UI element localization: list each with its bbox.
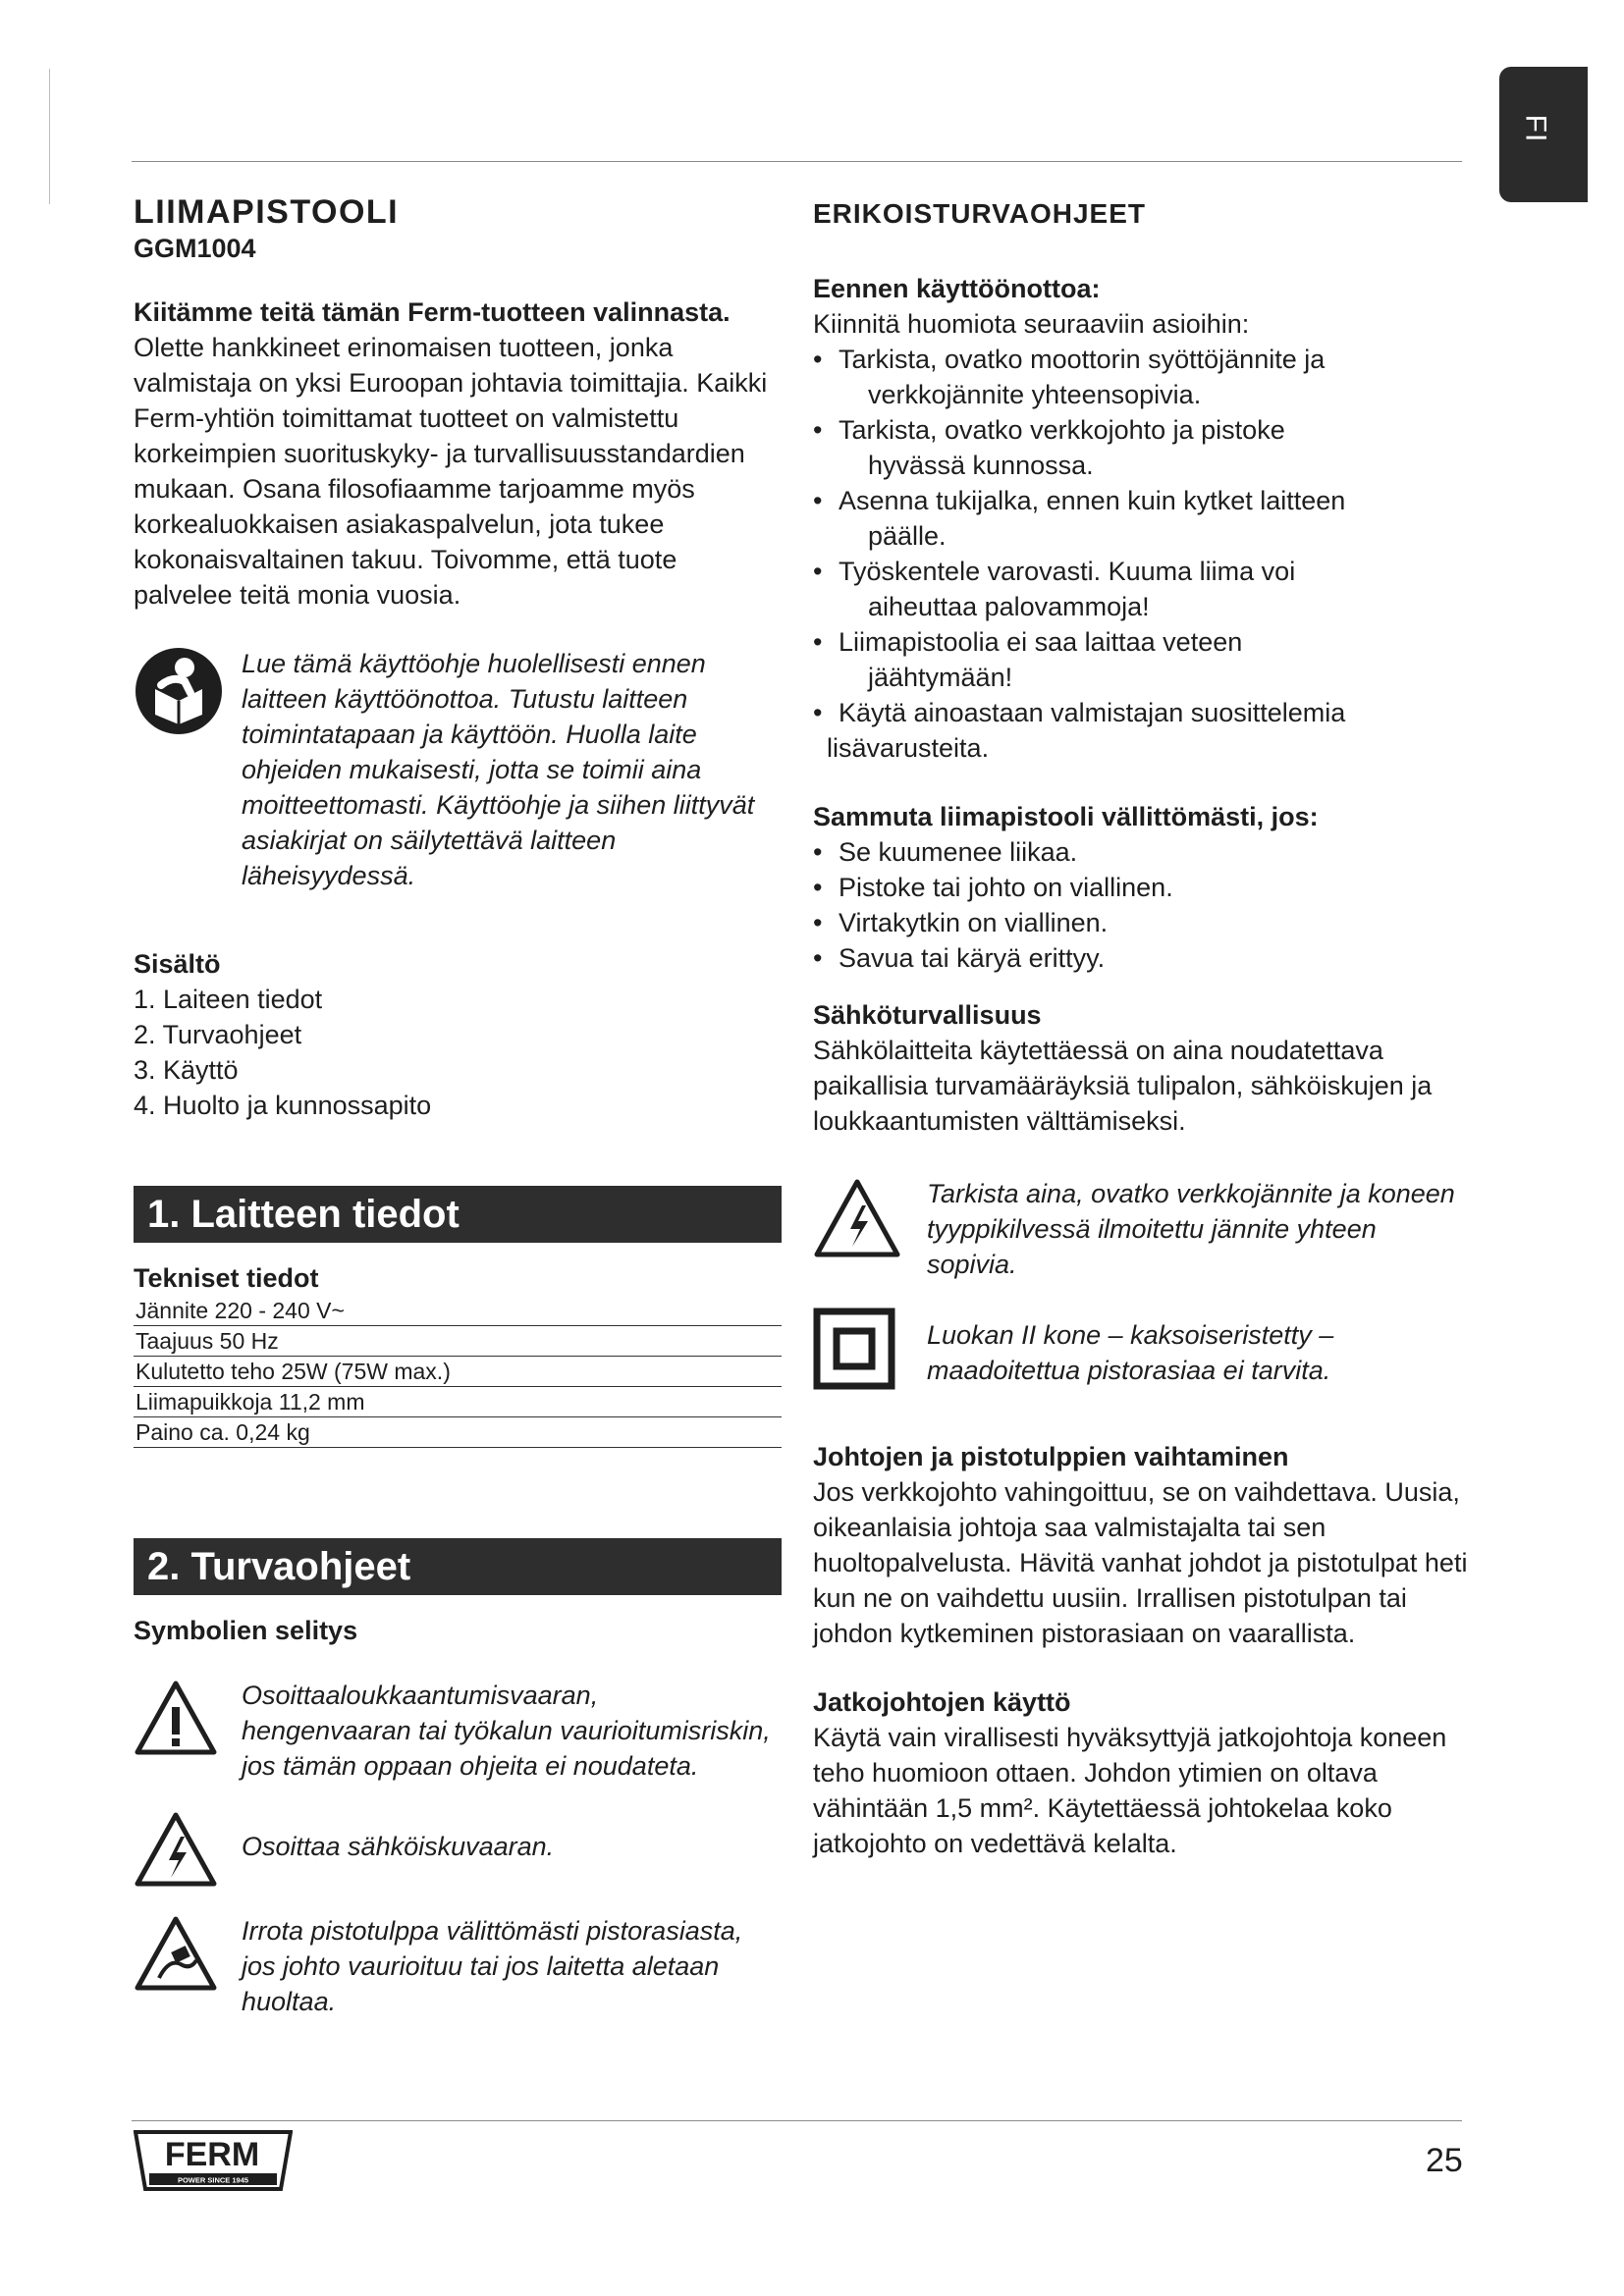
- before-use-last-cont: lisävarusteita.: [827, 733, 990, 763]
- model-number: GGM1004: [134, 234, 256, 263]
- manual-note-text: Lue tämä käyttöohje huolellisesti ennen laitteen käyttöönottoa. Tutustu laitteen toimintatapaan ja käyttöön. Huolla laite ohjeiden mukaisesti, jotta se toimii aina moitteettomasti. Käyttöohje ja siihen liittyvät asiakirjat on säilytettävä laitteen läheisyydessä.: [242, 649, 755, 890]
- list-item: • Tarkista, ovatko moottorin syöttöjännite ja verkkojännite yhteensopivia.: [813, 342, 1490, 412]
- double-insulation-icon: [813, 1308, 927, 1390]
- electric-shock-icon: [134, 1809, 242, 1888]
- ferm-logo: [134, 2130, 293, 2189]
- warning-triangle-icon: [134, 1678, 242, 1756]
- left-column: [134, 192, 782, 2045]
- list-item: • Savua tai käryä erittyy.: [813, 940, 1490, 976]
- extension-cord-text: Käytä vain virallisesti hyväksyttyjä jatkojohtoja koneen teho huomioon ottaen. Johdon ytimien on oltava vähintään 1,5 mm². Käytettäessä johtokelaa koko jatkojohto on vedettävä kelalta.: [813, 1723, 1447, 1858]
- cable-replacement-text: Jos verkkojohto vahingoittuu, se on vaihdettava. Uusia, oikeanlaisia johtoja saa valmistajalta tai sen huoltopalvelusta. Hävitä vanhat johdot ja pistotulpat heti kun ne on vaihdettu uusiin. Irrallisen pistotulpan tai johdon kytkeminen pistorasiaan on vaarallista.: [813, 1477, 1468, 1648]
- table-row: [134, 1357, 782, 1387]
- spec-power: Kulutetto teho 25W (75W max.): [134, 1357, 782, 1387]
- list-item: • Käytä ainoastaan valmistajan suosittelemia: [813, 695, 1490, 730]
- language-tab: [1499, 67, 1588, 202]
- voltage-note: [813, 1176, 1490, 1282]
- manual-note: [134, 646, 782, 893]
- footer-rule: [132, 2120, 1462, 2121]
- list-item: • Työskentele varovasti. Kuuma liima voi aiheuttaa palovammoja!: [813, 554, 1490, 624]
- margin-line: [49, 69, 50, 204]
- contents-item: 1. Laiteen tiedot: [134, 985, 323, 1014]
- symbol-warning-text: Osoittaaloukkaantumisvaaran, hengenvaaran tai työkalun vaurioitumisriskin, jos tämän oppaan ohjeita ei noudateta.: [242, 1681, 771, 1781]
- electric-shock-icon: [813, 1176, 927, 1258]
- contents-item: 2. Turvaohjeet: [134, 1020, 302, 1049]
- symbol-unplug: [134, 1913, 782, 2019]
- logo-brand: FERM: [164, 2136, 260, 2173]
- symbol-unplug-text: Irrota pistotulppa välittömästi pistorasiasta, jos johto vaurioituu tai jos laitetta aletaan huoltaa.: [242, 1916, 743, 2016]
- language-code: FI: [1519, 114, 1552, 143]
- contents-item: 4. Huolto ja kunnossapito: [134, 1091, 432, 1120]
- class2-note: [813, 1308, 1490, 1390]
- spec-voltage: Jännite 220 - 240 V~: [134, 1296, 782, 1326]
- symbol-electric: [134, 1809, 782, 1888]
- list-item: • Pistoke tai johto on viallinen.: [813, 870, 1490, 905]
- table-row: [134, 1417, 782, 1448]
- shutdown-list: [813, 834, 1490, 976]
- extension-cord-heading: Jatkojohtojen käyttö: [813, 1687, 1071, 1717]
- unplug-icon: [134, 1913, 242, 1992]
- before-use-intro: Kiinnitä huomiota seuraaviin asioihin:: [813, 309, 1250, 339]
- symbol-electric-text: Osoittaa sähköiskuvaaran.: [242, 1832, 555, 1861]
- spec-glue-sticks: Liimapuikkoja 11,2 mm: [134, 1387, 782, 1417]
- symbol-warning: [134, 1678, 782, 1784]
- section-1-heading: 1. Laitteen tiedot: [134, 1186, 782, 1243]
- spec-weight: Paino ca. 0,24 kg: [134, 1417, 782, 1448]
- electrical-safety-text: Sähkölaitteita käytettäessä on aina noudatettava paikallisia turvamääräyksiä tulipalon, sähköiskujen ja loukkaantumisten välttämiseksi.: [813, 1036, 1433, 1136]
- contents-item: 3. Käyttö: [134, 1055, 239, 1085]
- table-row: [134, 1387, 782, 1417]
- logo-tagline: POWER SINCE 1945: [177, 2175, 249, 2185]
- list-item: • Virtakytkin on viallinen.: [813, 905, 1490, 940]
- contents-list: [134, 982, 782, 1123]
- spec-frequency: Taajuus 50 Hz: [134, 1326, 782, 1357]
- voltage-note-text: Tarkista aina, ovatko verkkojännite ja koneen tyyppikilvessä ilmoitettu jännite yhteen sopivia.: [927, 1179, 1455, 1279]
- page-number: 25: [1426, 2142, 1463, 2179]
- class2-note-text: Luokan II kone – kaksoiseristetty – maadoitettua pistorasiaa ei tarvita.: [927, 1320, 1334, 1385]
- electrical-safety-heading: Sähköturvallisuus: [813, 1000, 1042, 1030]
- list-item: • Tarkista, ovatko verkkojohto ja pistoke hyvässä kunnossa.: [813, 412, 1490, 483]
- cable-replacement-heading: Johtojen ja pistotulppien vaihtaminen: [813, 1442, 1289, 1471]
- special-safety-heading: ERIKOISTURVAOHJEET: [813, 198, 1147, 229]
- before-use-list: [813, 342, 1490, 730]
- list-item: • Se kuumenee liikaa.: [813, 834, 1490, 870]
- section-2-heading: 2. Turvaohjeet: [134, 1538, 782, 1595]
- right-column: [813, 192, 1490, 1861]
- spec-table: [134, 1296, 782, 1448]
- before-use-heading: Eennen käyttöönottoa:: [813, 274, 1101, 303]
- product-title: LIIMAPISTOOLI: [134, 193, 400, 231]
- read-manual-icon: [134, 646, 242, 736]
- intro-text: Olette hankkineet erinomaisen tuotteen, jonka valmistaja on yksi Euroopan johtavia toimittajia. Kaikki Ferm-yhtiön toimittamat tuotteet on valmistettu korkeimpien suorituskyky- ja turvallisuusstandardien mukaan. Osana filosofiaamme tarjoamme myös korkealuokkaisen asiakaspalvelun, jota tukee kokonaisvaltainen takuu. Toivomme, että tuote palvelee teitä monia vuosia.: [134, 333, 768, 610]
- spec-heading: Tekniset tiedot: [134, 1263, 319, 1293]
- table-row: [134, 1326, 782, 1357]
- list-item: • Asenna tukijalka, ennen kuin kytket laitteen päälle.: [813, 483, 1490, 554]
- intro-bold: Kiitämme teitä tämän Ferm-tuotteen valinnasta.: [134, 297, 731, 327]
- shutdown-heading: Sammuta liimapistooli vällittömästi, jos:: [813, 802, 1319, 831]
- contents-heading: Sisältö: [134, 949, 221, 979]
- symbols-heading: Symbolien selitys: [134, 1616, 358, 1645]
- table-row: [134, 1296, 782, 1326]
- list-item: • Liimapistoolia ei saa laittaa veteen jäähtymään!: [813, 624, 1490, 695]
- intro-paragraph: [134, 294, 782, 613]
- header-rule: [132, 161, 1462, 162]
